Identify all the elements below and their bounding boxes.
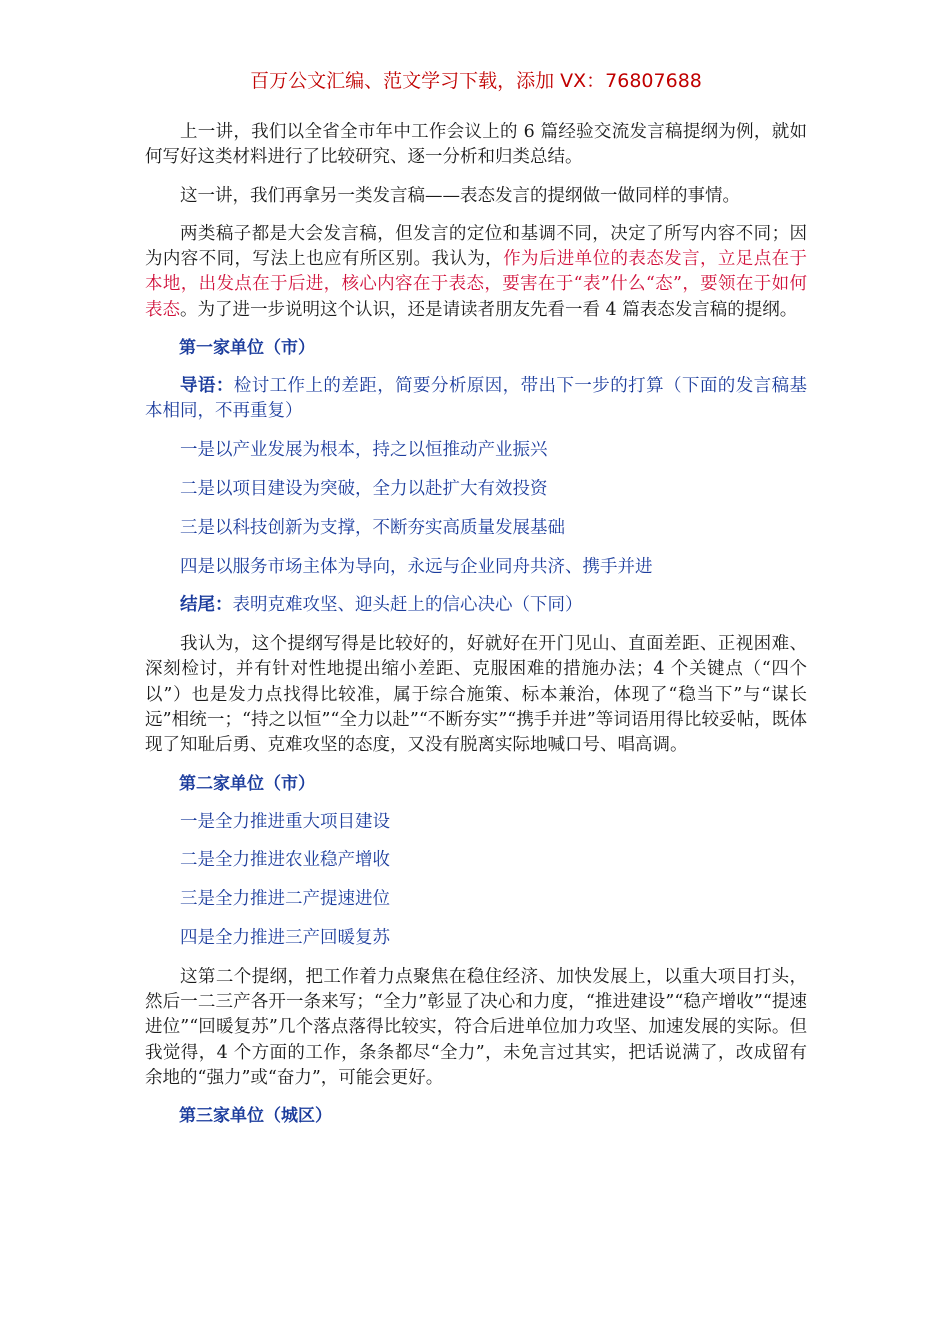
unit1-comment: 我认为，这个提纲写得是比较好的，好就好在开门见山、直面差距、正视困难、深刻检讨，并有针对性地提出缩小差距、克服困难的措施办法；4 个关键点（“四个以”）也是发力点找得比较准，属于综合施策、标本兼治，体现了“稳当下”与“谋长远”相统一；“持之以恒”“全力以赴”“不断夯实”“携手并进”等词语用得比较妥帖，既体现了知耻后勇、克难攻坚的态度，又没有脱离实际地喊口号、唱高调。 (145, 634, 808, 756)
unit1-heading: 第一家单位（市） (179, 338, 315, 359)
unit3-heading: 第三家单位（城区） (179, 1106, 332, 1127)
intro-paragraph-1: 上一讲，我们以全省全市年中工作会议上的 6 篇经验交流发言稿提纲为例，就如何写好这类材料进行了比较研究、逐一分析和归类总结。 (145, 122, 807, 168)
lead-text: 检讨工作上的差距，简要分析原因，带出下一步的打算（下面的发言稿基本相同，不再重复） (145, 376, 807, 422)
intro-paragraph-2: 这一讲，我们再拿另一类发言稿——表态发言的提纲做一做同样的事情。 (180, 185, 740, 206)
ending-text: 表明克难攻坚、迎头赶上的信心决心（下同） (232, 595, 583, 616)
unit1-item: 四是以服务市场主体为导向，永远与企业同舟共济、携手并进 (180, 556, 653, 577)
unit2-item: 一是全力推进重大项目建设 (180, 811, 390, 832)
intro-text-b: 。为了进一步说明这个认识，还是请读者朋友先看一看 4 篇表态发言稿的提纲。 (180, 299, 798, 320)
unit1-ending (145, 593, 807, 618)
unit2-item: 三是全力推进二产提速进位 (180, 889, 390, 910)
intro-text-a: 两类稿子都是大会发言稿，但发言的定位和基调不同，决定了所写内容不同；因为内容不同，写法上也应有所区别。我认为， (145, 223, 807, 270)
ending-label: 结尾： (180, 595, 233, 616)
unit2-comment: 这第二个提纲，把工作着力点聚焦在稳住经济、加快发展上，以重大项目打头，然后一二三产各开一条来写；“全力”彰显了决心和力度，“推进建设”“稳产增收”“提速进位”“回暖复苏”几个落点落得比较实，符合后进单位加力攻坚、加速发展的实际。但我觉得，4 个方面的工作，条条都尽“全力”，未免言过其实，把话说满了，改成留有余地的“强力”或“奋力”，可能会更好。 (145, 966, 807, 1089)
unit1-item: 三是以科技创新为支撑，不断夯实高质量发展基础 (180, 517, 565, 538)
intro-paragraph-3 (145, 222, 807, 323)
unit1-lead (145, 374, 807, 425)
document-page (145, 66, 807, 1142)
unit1-item: 一是以产业发展为根本，持之以恒推动产业振兴 (180, 440, 548, 461)
lead-label: 导语： (180, 376, 234, 397)
unit2-item: 四是全力推进三产回暖复苏 (180, 928, 390, 949)
unit2-item: 二是全力推进农业稳产增收 (180, 850, 390, 871)
intro-highlight: 作为后进单位的表态发言，立足点在于本地，出发点在于后进，核心内容在于表态，要害在于“表”什么“态”，要领在于如何表态 (145, 249, 808, 320)
unit2-heading: 第二家单位（市） (179, 773, 315, 794)
promo-header: 百万公文汇编、范文学习下载，添加 VX：76807688 (250, 70, 702, 92)
unit1-item: 二是以项目建设为突破，全力以赴扩大有效投资 (180, 478, 548, 499)
